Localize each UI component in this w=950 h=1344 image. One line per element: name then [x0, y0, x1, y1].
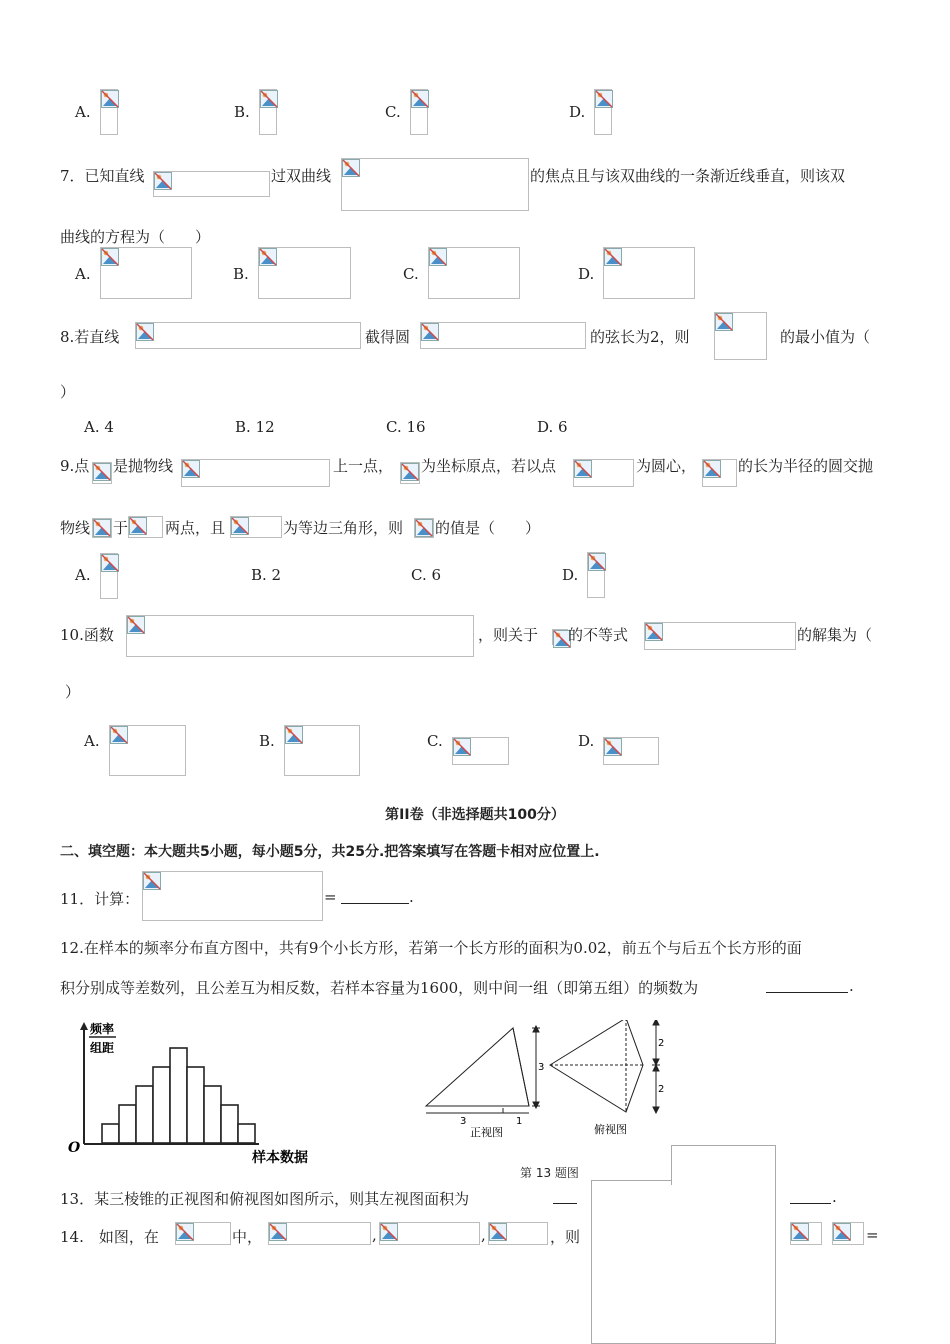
front-view [426, 1026, 540, 1113]
q9-points-ab [128, 516, 163, 538]
image-placeholder-icon [715, 313, 735, 333]
image-placeholder-icon [101, 554, 121, 574]
q9-triangle [230, 516, 282, 538]
q11-end: . [409, 888, 414, 906]
histogram-bar [221, 1105, 238, 1143]
q10-p2: ，则关于 [478, 626, 539, 644]
q7-prefix: 7．已知直线 [60, 167, 145, 185]
image-placeholder-icon [401, 463, 421, 483]
q9-p5: 为圆心， [636, 457, 697, 475]
q9-option-d-formula [587, 552, 605, 598]
image-placeholder-icon [259, 248, 279, 268]
histogram-bar [136, 1086, 153, 1143]
q8-option-a: A. 4 [84, 418, 114, 436]
image-placeholder-icon [645, 623, 665, 643]
q14-condition-2 [379, 1222, 480, 1245]
q14-vector-1 [790, 1222, 822, 1245]
q9-p4: 为坐标原点，若以点 [421, 457, 557, 475]
q10-p1: 10.函数 [60, 626, 114, 644]
q6-option-d-formula [594, 89, 612, 135]
q8-suffix: 的最小值为（ [780, 328, 871, 346]
q9-p2: 是抛物线 [113, 457, 174, 475]
image-placeholder-icon [231, 517, 251, 537]
front-dim-1: 1 [516, 1116, 523, 1127]
q13-text: 13．某三棱锥的正视图和俯视图如图所示，则其左视图面积为 [60, 1190, 470, 1208]
histogram-bar [170, 1048, 187, 1143]
histogram-bar [119, 1105, 136, 1143]
image-placeholder-icon [342, 159, 362, 179]
image-placeholder-icon [129, 517, 149, 537]
image-placeholder-icon [791, 1223, 811, 1243]
image-placeholder-icon [604, 738, 624, 758]
q9-l2e: 的值是（ ） [435, 519, 541, 537]
q11-expression [142, 871, 323, 921]
image-placeholder-icon [574, 460, 594, 480]
q9-l2a: 物线 [60, 519, 91, 537]
image-placeholder-icon [93, 519, 113, 539]
q13-answer-blank-start [553, 1189, 577, 1204]
q14-condition-1 [268, 1222, 371, 1245]
q9-l2c: 两点，且 [165, 519, 226, 537]
image-placeholder-icon [260, 90, 280, 110]
image-placeholder-icon [101, 248, 121, 268]
q13-end: . [832, 1188, 837, 1206]
q9-point-m [92, 462, 112, 484]
image-placeholder-icon [380, 1223, 400, 1243]
image-placeholder-icon [110, 726, 130, 746]
q10-p4: 的解集为（ [797, 626, 873, 644]
q9-point-o [400, 462, 420, 484]
q9-p3: 上一点， [333, 457, 394, 475]
image-placeholder-icon [182, 460, 202, 480]
q10-option-c-formula [452, 737, 509, 765]
q9-option-c: C. 6 [411, 566, 442, 584]
image-placeholder-icon [429, 248, 449, 268]
q7-option-c-label: C. [403, 265, 419, 283]
q6-option-a-formula [100, 89, 118, 135]
section-2-title: 第II卷（非选择题共100分） [385, 807, 565, 823]
top-view [550, 1020, 660, 1113]
q14-triangle [175, 1222, 231, 1245]
histogram-figure [64, 1020, 334, 1170]
q10-option-a-label: A. [84, 732, 100, 750]
q9-center-point [573, 459, 634, 487]
q12-answer-blank [766, 978, 848, 993]
q7-option-d-label: D. [578, 265, 595, 283]
q10-option-b-formula [284, 725, 360, 776]
image-placeholder-icon [453, 738, 473, 758]
front-view-label: 正视图 [470, 1126, 503, 1139]
q7-hyperbola-equation [341, 158, 529, 211]
q7-option-b-label: B. [233, 265, 249, 283]
q14-p3: ，则 [550, 1228, 581, 1246]
q9-parabola-c [92, 518, 112, 538]
image-placeholder-icon [489, 1223, 509, 1243]
q8-mid2: 的弦长为2，则 [590, 328, 690, 346]
q6-option-b-formula [259, 89, 277, 135]
figure-13 [418, 1020, 678, 1180]
top-view-label: 俯视图 [594, 1123, 627, 1136]
q9-p1: 9.点 [60, 457, 90, 475]
image-placeholder-icon [269, 1223, 289, 1243]
q9-p6: 的长为半径的圆交抛 [738, 457, 874, 475]
q8-prefix: 8.若直线 [60, 328, 120, 346]
histogram-bar [102, 1124, 119, 1143]
image-placeholder-icon [421, 323, 441, 343]
image-placeholder-icon [415, 519, 435, 539]
section-2-instructions: 二、填空题：本大题共5小题，每小题5分，共25分.把答案填写在答题卡相对应位置上. [60, 844, 600, 860]
q11-prefix: 11．计算： [60, 890, 140, 908]
q7-option-a-label: A. [75, 265, 91, 283]
q14-equals: = [866, 1226, 879, 1244]
front-dim-height: 3 [538, 1062, 545, 1073]
q10-inequality [644, 622, 796, 650]
q10-line2: ） [65, 683, 81, 701]
q9-variable-p [414, 518, 434, 538]
image-placeholder-icon [588, 553, 608, 573]
q9-parabola-equation [181, 459, 330, 487]
q9-l2b: 于 [113, 519, 129, 537]
q8-mid: 截得圆 [365, 328, 411, 346]
histogram-bar [238, 1124, 255, 1143]
image-placeholder-icon [703, 460, 723, 480]
q6-option-c-formula [410, 89, 428, 135]
origin-label: O [68, 1140, 81, 1156]
histogram-bar [153, 1067, 170, 1143]
top-dim-lower: 2 [658, 1084, 665, 1095]
q14-figure-placeholder-top [671, 1145, 776, 1185]
q12-line1: 12.在样本的频率分布直方图中，共有9个小长方形，若第一个长方形的面积为0.02，前五个与后五个长方形的面 [60, 939, 802, 957]
q6-option-c-label: C. [385, 103, 401, 121]
top-dim-upper: 2 [658, 1038, 665, 1049]
q9-option-d-label: D. [562, 566, 579, 584]
q14-prefix: 14. 如图，在 [60, 1228, 159, 1246]
y-axis-arrow [80, 1022, 88, 1030]
q13-answer-blank-end [790, 1189, 831, 1204]
q6-option-b-label: B. [234, 103, 250, 121]
q7-option-d-formula [603, 247, 695, 299]
q7-mid: 过双曲线 [271, 167, 332, 185]
q9-option-a-formula [100, 553, 118, 599]
q12-end: . [849, 977, 854, 995]
q8-option-d: D. 6 [537, 418, 568, 436]
y-label-bottom: 组距 [90, 1041, 115, 1055]
q14-figure-placeholder [591, 1180, 776, 1344]
image-placeholder-icon [595, 90, 615, 110]
q8-option-c: C. 16 [386, 418, 426, 436]
image-placeholder-icon [143, 872, 163, 892]
q12-line2: 积分别成等差数列，且公差互为相反数，若样本容量为1600，则中间一组（即第五组）的频数为 [60, 979, 699, 997]
q7-line2: 曲线的方程为（ ） [60, 228, 211, 246]
histogram-bars [102, 1048, 255, 1143]
q10-option-d-label: D. [578, 732, 595, 750]
q8-circle-equation [420, 322, 586, 349]
q7-option-a-formula [100, 247, 192, 299]
q11-equals: = [324, 888, 337, 906]
q8-line-equation [135, 322, 361, 349]
q10-option-a-formula [109, 725, 186, 776]
image-placeholder-icon [176, 1223, 196, 1243]
q9-option-a-label: A. [75, 566, 91, 584]
q14-vector-2 [832, 1222, 864, 1245]
image-placeholder-icon [127, 616, 147, 636]
q9-option-b: B. 2 [251, 566, 282, 584]
q14-comma-1: , [372, 1226, 377, 1244]
figure-13-caption: 第 13 题图 [520, 1166, 579, 1180]
image-placeholder-icon [833, 1223, 853, 1243]
q9-l2d: 为等边三角形，则 [283, 519, 404, 537]
x-label: 样本数据 [252, 1150, 308, 1166]
image-placeholder-icon [154, 172, 174, 192]
image-placeholder-icon [93, 463, 113, 483]
image-placeholder-icon [604, 248, 624, 268]
q7-option-c-formula [428, 247, 520, 299]
q14-condition-3 [488, 1222, 548, 1245]
q11-answer-blank [341, 889, 409, 904]
q6-option-a-label: A. [75, 103, 91, 121]
image-placeholder-icon [411, 90, 431, 110]
image-placeholder-icon [285, 726, 305, 746]
q10-variable-x [552, 629, 568, 645]
q8-expression [714, 312, 767, 360]
q7-option-b-formula [258, 247, 351, 299]
q10-option-b-label: B. [259, 732, 275, 750]
q14-comma-2: , [481, 1226, 486, 1244]
q8-option-b: B. 12 [235, 418, 275, 436]
y-label-top: 频率 [90, 1022, 115, 1036]
q9-segment [702, 459, 737, 487]
q7-line-equation [153, 171, 270, 197]
figure-13-svg [418, 1020, 678, 1180]
q10-option-d-formula [603, 737, 659, 765]
histogram-bar [204, 1086, 221, 1143]
image-placeholder-icon [136, 323, 156, 343]
q10-p3: 的不等式 [568, 626, 629, 644]
q8-line2: ） [60, 383, 76, 401]
q6-option-d-label: D. [569, 103, 586, 121]
q10-function [126, 615, 474, 657]
q14-p2: 中， [232, 1228, 263, 1246]
histogram-svg [64, 1020, 334, 1170]
q7-suffix: 的焦点且与该双曲线的一条渐近线垂直，则该双 [530, 167, 846, 185]
q10-option-c-label: C. [427, 732, 443, 750]
front-dim-3: 3 [460, 1116, 467, 1127]
histogram-bar [187, 1067, 204, 1143]
image-placeholder-icon [101, 90, 121, 110]
